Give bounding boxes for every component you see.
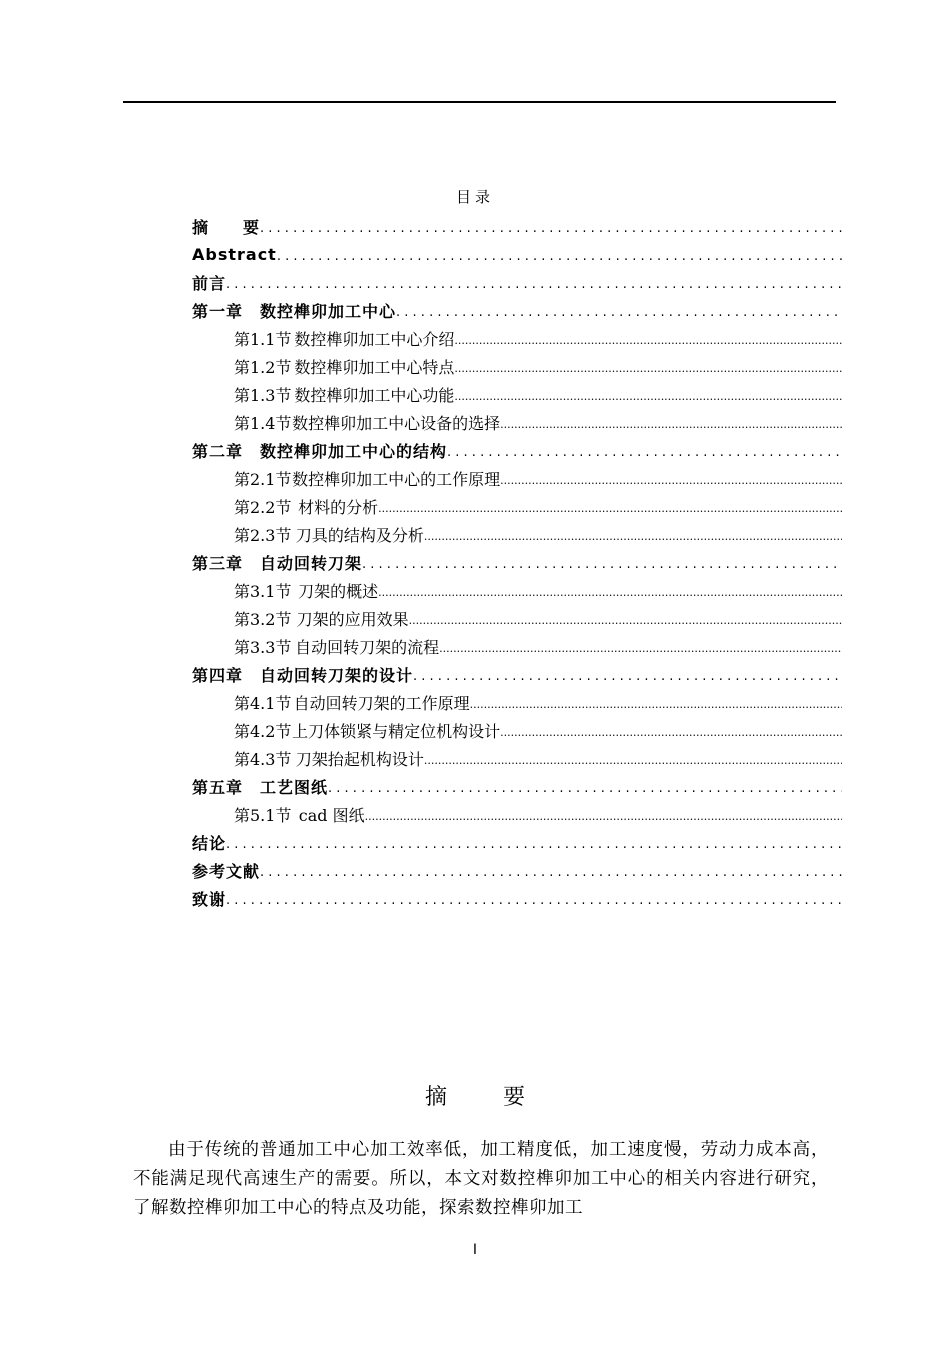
toc-section-number: 第4.2 — [234, 721, 276, 741]
toc-section-entry[interactable] — [192, 632, 842, 660]
toc-section-entry[interactable] — [192, 688, 842, 716]
toc-dot-leader — [500, 469, 842, 488]
toc-chapter-entry[interactable] — [192, 856, 842, 884]
toc-section-number: 第1.4 — [234, 413, 276, 433]
toc-dot-leader — [260, 217, 842, 236]
toc-dot-leader — [409, 609, 842, 628]
toc-chapter-entry[interactable] — [192, 212, 842, 240]
toc-entry-label: Abstract — [192, 244, 277, 264]
toc-chapter-entry[interactable] — [192, 240, 842, 268]
toc-dot-leader — [226, 889, 842, 908]
toc-section-jie: 节 — [275, 637, 292, 657]
toc-dot-leader — [439, 637, 842, 656]
toc-section-entry[interactable] — [192, 352, 842, 380]
toc-entry-label: 数控榫卯加工中心介绍 — [294, 329, 455, 349]
toc-section-jie: 节 — [275, 721, 292, 741]
toc-entry-label: 摘 要 — [192, 217, 261, 237]
toc-entry-label: 刀架抬起机构设计 — [295, 749, 424, 769]
toc-entry-label: 致谢 — [192, 889, 227, 909]
toc-entry-label: 第三章 自动回转刀架 — [192, 553, 363, 573]
abstract-title-char: 摘 — [424, 1085, 447, 1110]
toc-section-number: 第5.1 — [234, 805, 276, 825]
toc-section-entry[interactable] — [192, 716, 842, 744]
toc-dot-leader — [226, 273, 842, 292]
toc-section-entry[interactable] — [192, 324, 842, 352]
toc-dot-leader — [424, 749, 842, 768]
toc-section-entry[interactable] — [192, 604, 842, 632]
toc-entry-label: 数控榫卯加工中心设备的选择 — [292, 413, 501, 433]
toc-section-entry[interactable] — [192, 576, 842, 604]
toc-section-jie: 节 — [275, 329, 292, 349]
toc-dot-leader — [454, 385, 842, 404]
abstract-body: 由于传统的普通加工中心加工效率低，加工精度低，加工速度慢，劳动力成本高，不能满足现代高速生产的需要。所以，本文对数控榫卯加工中心的相关内容进行研究，了解数控榫卯加工中心的特点及功能，探索数控榫卯加工 — [133, 1140, 829, 1218]
toc-entry-label: 参考文献 — [192, 861, 261, 881]
toc-section-number: 第4.1 — [234, 693, 276, 713]
toc-chapter-entry[interactable] — [192, 772, 842, 800]
toc-dot-leader — [365, 805, 842, 824]
toc-section-number: 第3.2 — [234, 609, 276, 629]
toc-dot-leader — [226, 833, 842, 852]
toc-entry-label: 前言 — [192, 273, 227, 293]
toc-section-jie: 节 — [275, 413, 292, 433]
toc-entry-label: 刀架的概述 — [298, 581, 379, 601]
toc-entry-label: 数控榫卯加工中心的工作原理 — [292, 469, 501, 489]
toc-section-jie: 节 — [275, 357, 292, 377]
toc-dot-leader — [260, 861, 842, 880]
toc-section-number: 第2.1 — [234, 469, 276, 489]
toc-section-jie: 节 — [275, 609, 292, 629]
toc-entry-label: cad 图纸 — [298, 805, 365, 825]
toc-dot-leader — [454, 329, 842, 348]
abstract-title — [0, 1080, 950, 1111]
toc-entry-label: 刀具的结构及分析 — [295, 525, 424, 545]
table-of-contents — [192, 212, 842, 912]
toc-dot-leader — [500, 413, 842, 432]
toc-dot-leader — [424, 525, 842, 544]
toc-section-number: 第1.3 — [234, 385, 276, 405]
toc-section-jie: 节 — [275, 749, 292, 769]
toc-chapter-entry[interactable] — [192, 436, 842, 464]
toc-section-number: 第4.3 — [234, 749, 276, 769]
toc-entry-label: 第二章 数控榫卯加工中心的结构 — [192, 441, 448, 461]
toc-section-entry[interactable] — [192, 520, 842, 548]
toc-entry-label: 刀架的应用效果 — [296, 609, 409, 629]
toc-dot-leader — [378, 581, 842, 600]
toc-dot-leader — [378, 497, 842, 516]
toc-section-entry[interactable] — [192, 492, 842, 520]
toc-section-jie: 节 — [275, 581, 292, 601]
toc-dot-leader — [454, 357, 842, 376]
toc-section-number: 第2.2 — [234, 497, 276, 517]
toc-section-entry[interactable] — [192, 380, 842, 408]
toc-section-number: 第1.2 — [234, 357, 276, 377]
toc-entry-label: 第一章 数控榫卯加工中心 — [192, 301, 397, 321]
toc-section-entry[interactable] — [192, 800, 842, 828]
toc-entry-label: 第四章 自动回转刀架的设计 — [192, 665, 414, 685]
toc-chapter-entry[interactable] — [192, 884, 842, 912]
toc-entry-label: 自动回转刀架的流程 — [295, 637, 440, 657]
page-number: I — [472, 1242, 478, 1258]
toc-dot-leader — [447, 441, 842, 460]
toc-dot-leader — [470, 693, 842, 712]
toc-dot-leader — [396, 301, 842, 320]
toc-dot-leader — [413, 665, 842, 684]
toc-chapter-entry[interactable] — [192, 660, 842, 688]
toc-dot-leader — [277, 245, 842, 264]
toc-section-jie: 节 — [275, 805, 292, 825]
toc-section-number: 第2.3 — [234, 525, 276, 545]
toc-dot-leader — [362, 553, 842, 572]
toc-entry-label: 结论 — [192, 833, 227, 853]
toc-section-number: 第1.1 — [234, 329, 276, 349]
toc-chapter-entry[interactable] — [192, 548, 842, 576]
toc-section-jie: 节 — [275, 525, 292, 545]
toc-section-jie: 节 — [275, 693, 292, 713]
abstract-title-char: 要 — [503, 1085, 526, 1110]
toc-section-jie: 节 — [275, 385, 292, 405]
toc-entry-label: 第五章 工艺图纸 — [192, 777, 329, 797]
toc-dot-leader — [328, 777, 842, 796]
header-rule — [123, 101, 836, 103]
toc-section-jie: 节 — [275, 469, 292, 489]
toc-entry-label: 数控榫卯加工中心功能 — [294, 385, 455, 405]
toc-entry-label: 自动回转刀架的工作原理 — [293, 693, 470, 713]
toc-entry-label: 材料的分析 — [298, 497, 379, 517]
toc-dot-leader — [500, 721, 842, 740]
toc-section-entry[interactable] — [192, 408, 842, 436]
toc-section-number: 第3.3 — [234, 637, 276, 657]
toc-chapter-entry[interactable] — [192, 268, 842, 296]
toc-chapter-entry[interactable] — [192, 296, 842, 324]
toc-chapter-entry[interactable] — [192, 828, 842, 856]
toc-title: 目录 — [455, 188, 494, 206]
toc-section-entry[interactable] — [192, 464, 842, 492]
toc-section-entry[interactable] — [192, 744, 842, 772]
toc-section-number: 第3.1 — [234, 581, 276, 601]
toc-entry-label: 数控榫卯加工中心特点 — [294, 357, 455, 377]
toc-entry-label: 上刀体锁紧与精定位机构设计 — [292, 721, 501, 741]
toc-section-jie: 节 — [275, 497, 292, 517]
